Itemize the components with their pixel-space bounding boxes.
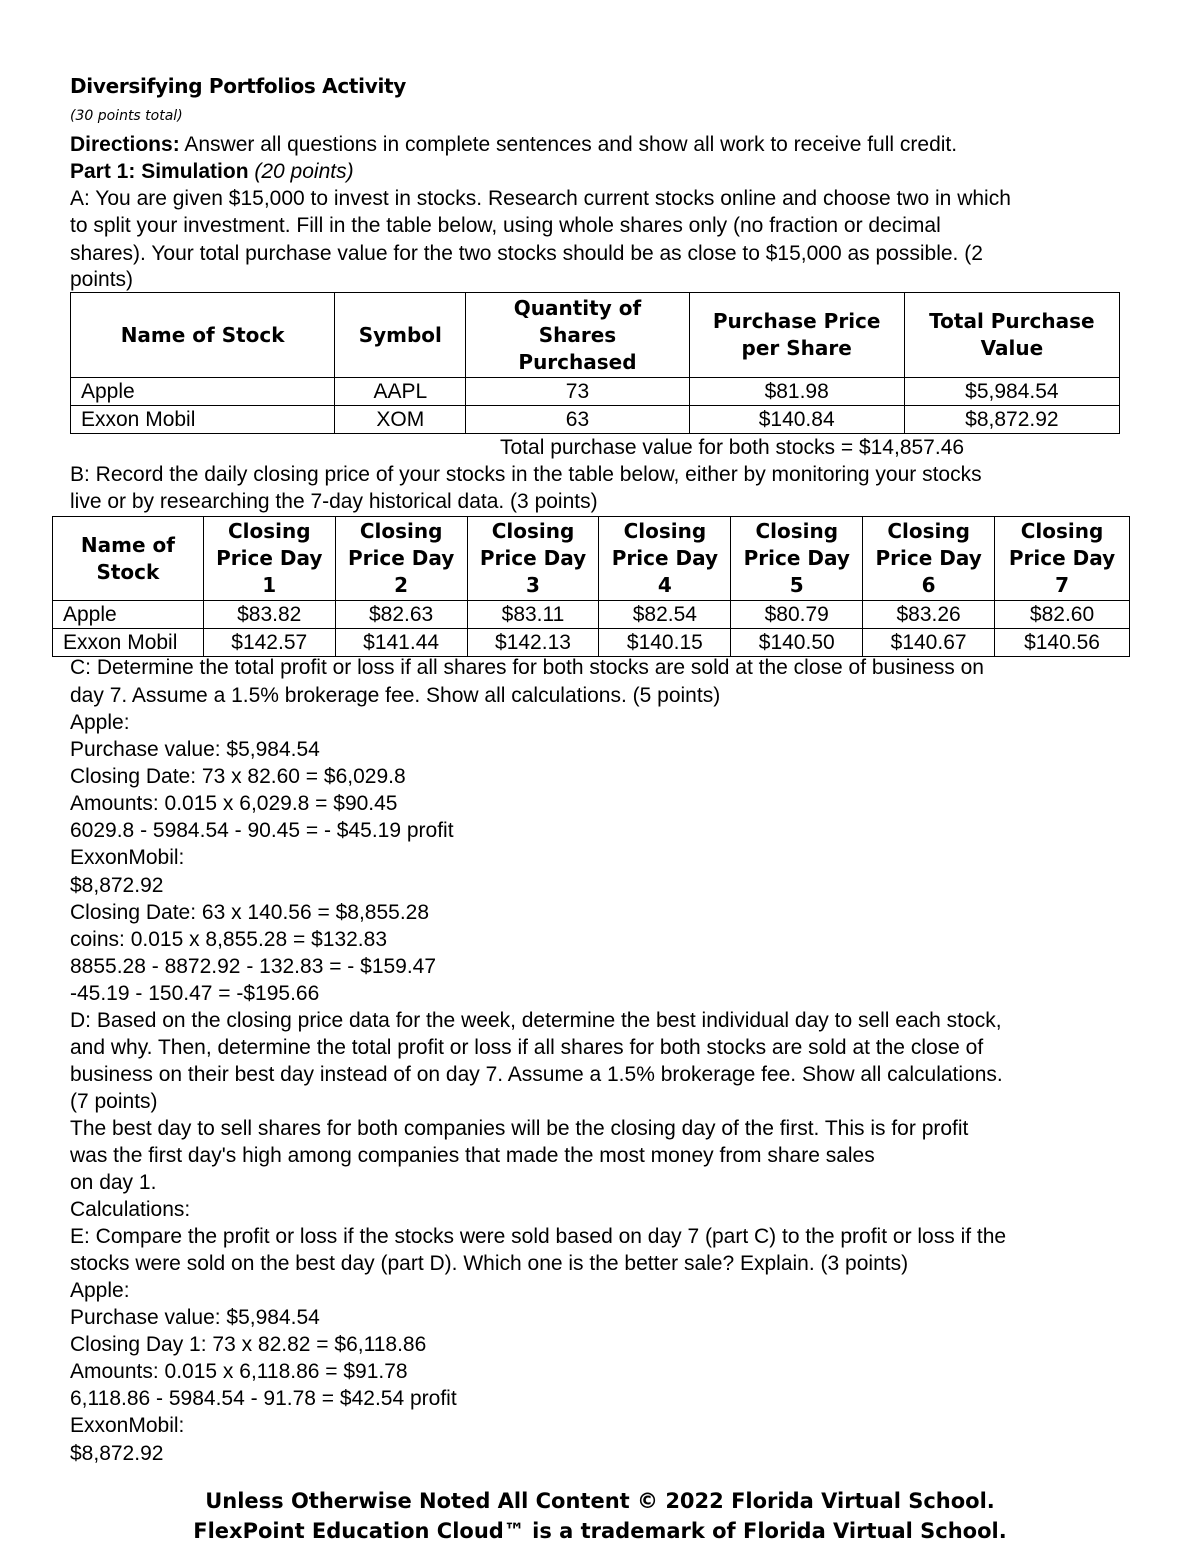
- column-header: Name of Stock: [71, 293, 335, 378]
- table-cell: XOM: [335, 406, 466, 434]
- body-line: stocks were sold on the best day (part D). Which one is the better sale? Explain. (3 points): [70, 1252, 909, 1275]
- column-header: Closing Price Day 7: [995, 517, 1130, 601]
- table-cell: Apple: [53, 601, 204, 629]
- table-header-row: [71, 293, 1120, 378]
- body-line: Purchase value: $5,984.54: [70, 1306, 320, 1329]
- body-line: and why. Then, determine the total profit or loss if all shares for both stocks are sold at the close of: [70, 1036, 984, 1059]
- column-header: Closing Price Day 3: [467, 517, 599, 601]
- table-cell: $82.63: [335, 601, 467, 629]
- table-cell: $8,872.92: [904, 406, 1119, 434]
- table-cell: $141.44: [335, 629, 467, 657]
- part1-label: Part 1: Simulation: [70, 160, 249, 183]
- table-cell: $80.79: [731, 601, 863, 629]
- table-header-row: [53, 517, 1130, 601]
- body-line: Closing Day 1: 73 x 82.82 = $6,118.86: [70, 1333, 427, 1356]
- part1-points: (20 points): [248, 160, 354, 183]
- closing-price-table: [52, 516, 1130, 657]
- table-cell: AAPL: [335, 378, 466, 406]
- table-cell: 73: [466, 378, 689, 406]
- column-header: Closing Price Day 2: [335, 517, 467, 601]
- total-purchase-line: Total purchase value for both stocks = $14,857.46: [500, 436, 965, 459]
- table-cell: $140.84: [689, 406, 904, 434]
- table-cell: $81.98: [689, 378, 904, 406]
- directions-line: [70, 131, 957, 158]
- column-header: Quantity of Shares Purchased: [466, 293, 689, 378]
- body-line: $8,872.92: [70, 874, 164, 897]
- table-cell: $83.11: [467, 601, 599, 629]
- body-line: ExxonMobil:: [70, 1414, 185, 1437]
- partA-line: shares). Your total purchase value for the two stocks should be as close to $15,000 as possible. (2: [70, 242, 983, 265]
- table-cell: $83.82: [203, 601, 335, 629]
- column-header: Closing Price Day 1: [203, 517, 335, 601]
- body-line: Closing Date: 73 x 82.60 = $6,029.8: [70, 765, 406, 788]
- body-line: Closing Date: 63 x 140.56 = $8,855.28: [70, 901, 430, 924]
- table-row: [71, 378, 1120, 406]
- table-cell: $82.60: [995, 601, 1130, 629]
- column-header: Purchase Price per Share: [689, 293, 904, 378]
- purchase-table: [70, 292, 1120, 434]
- table-cell: $82.54: [599, 601, 731, 629]
- table-row: [53, 629, 1130, 657]
- body-line: 6029.8 - 5984.54 - 90.45 = - $45.19 profit: [70, 819, 454, 842]
- body-line: E: Compare the profit or loss if the stocks were sold based on day 7 (part C) to the profit or loss if the: [70, 1225, 1007, 1248]
- table-cell: $142.13: [467, 629, 599, 657]
- directions-text: Answer all questions in complete sentences and show all work to receive full credit.: [179, 133, 958, 156]
- body-line: -45.19 - 150.47 = -$195.66: [70, 982, 320, 1005]
- body-line: Purchase value: $5,984.54: [70, 738, 320, 761]
- body-line: Amounts: 0.015 x 6,029.8 = $90.45: [70, 792, 398, 815]
- table-cell: $140.15: [599, 629, 731, 657]
- body-line: ExxonMobil:: [70, 846, 185, 869]
- body-line: The best day to sell shares for both companies will be the closing day of the first. This is for profit: [70, 1117, 969, 1140]
- body-line: business on their best day instead of on day 7. Assume a 1.5% brokerage fee. Show all calculations.: [70, 1063, 1003, 1086]
- table-cell: $5,984.54: [904, 378, 1119, 406]
- column-header: Closing Price Day 4: [599, 517, 731, 601]
- partA-line: points): [70, 268, 134, 291]
- part1-heading: [70, 158, 354, 185]
- body-line: D: Based on the closing price data for the week, determine the best individual day to sell each stock,: [70, 1009, 1002, 1032]
- partB-line: B: Record the daily closing price of your stocks in the table below, either by monitoring your stocks: [70, 463, 982, 486]
- body-line: was the first day's high among companies that made the most money from share sales: [70, 1144, 875, 1167]
- body-line: C: Determine the total profit or loss if all shares for both stocks are sold at the close of business on: [70, 656, 984, 679]
- body-line: 8855.28 - 8872.92 - 132.83 = - $159.47: [70, 955, 437, 978]
- body-line: 6,118.86 - 5984.54 - 91.78 = $42.54 profit: [70, 1387, 457, 1410]
- table-cell: $142.57: [203, 629, 335, 657]
- body-line: $8,872.92: [70, 1442, 164, 1465]
- partA-line: to split your investment. Fill in the table below, using whole shares only (no fraction or decimal: [70, 214, 941, 237]
- footer-copyright: Unless Otherwise Noted All Content © 2022 Florida Virtual School.: [205, 1489, 995, 1513]
- body-line: (7 points): [70, 1090, 158, 1113]
- body-line: Amounts: 0.015 x 6,118.86 = $91.78: [70, 1360, 408, 1383]
- points-total: (30 points total): [70, 108, 183, 124]
- table-row: [53, 601, 1130, 629]
- table-cell: Exxon Mobil: [53, 629, 204, 657]
- body-line: day 7. Assume a 1.5% brokerage fee. Show all calculations. (5 points): [70, 684, 721, 707]
- partB-line: live or by researching the 7-day historical data. (3 points): [70, 490, 598, 513]
- body-line: Calculations:: [70, 1198, 191, 1221]
- table-cell: Exxon Mobil: [71, 406, 335, 434]
- column-header: Name of Stock: [53, 517, 204, 601]
- table-cell: 63: [466, 406, 689, 434]
- table-cell: $140.50: [731, 629, 863, 657]
- table-row: [71, 406, 1120, 434]
- body-line: Apple:: [70, 711, 130, 734]
- column-header: Closing Price Day 5: [731, 517, 863, 601]
- column-header: Total Purchase Value: [904, 293, 1119, 378]
- footer-trademark: FlexPoint Education Cloud™ is a trademark of Florida Virtual School.: [193, 1519, 1007, 1543]
- column-header: Closing Price Day 6: [863, 517, 995, 601]
- directions-label: Directions:: [70, 133, 180, 156]
- table-cell: $140.67: [863, 629, 995, 657]
- table-cell: $140.56: [995, 629, 1130, 657]
- column-header: Symbol: [335, 293, 466, 378]
- table-cell: $83.26: [863, 601, 995, 629]
- partA-line: A: You are given $15,000 to invest in stocks. Research current stocks online and choose two in which: [70, 187, 1011, 210]
- body-line: Apple:: [70, 1279, 130, 1302]
- page-title: Diversifying Portfolios Activity: [70, 74, 407, 98]
- body-line: on day 1.: [70, 1171, 157, 1194]
- body-line: coins: 0.015 x 8,855.28 = $132.83: [70, 928, 387, 951]
- table-cell: Apple: [71, 378, 335, 406]
